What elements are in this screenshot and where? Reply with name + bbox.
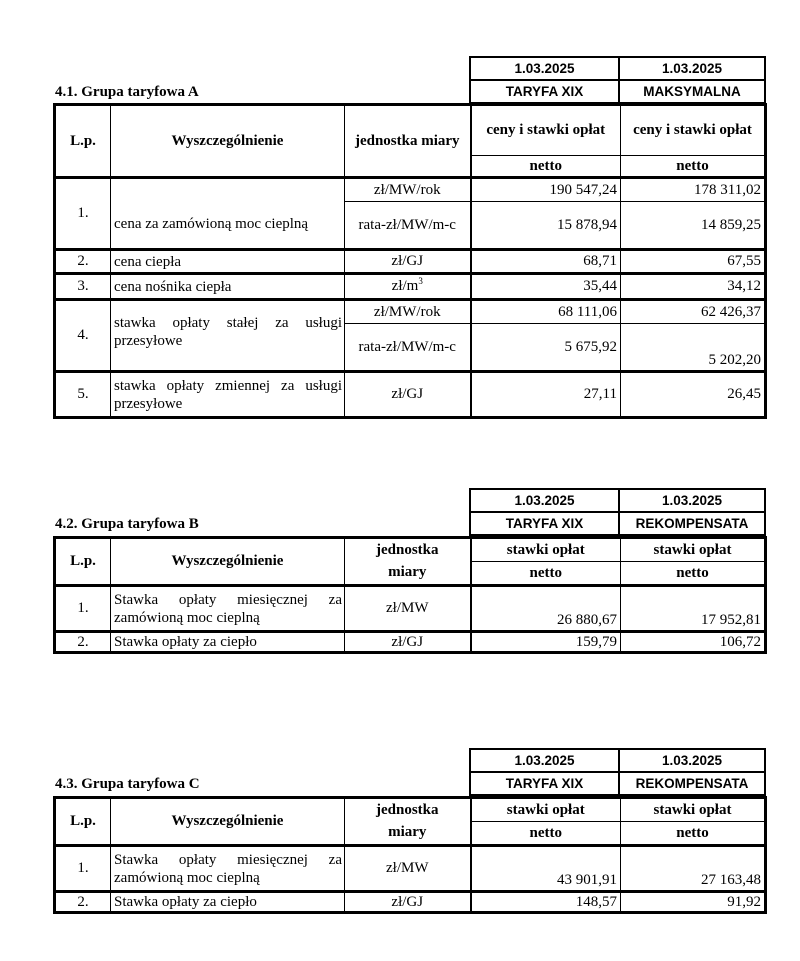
row-lp: 2. <box>55 250 111 274</box>
col-header-unit-2: miary <box>345 562 471 586</box>
col-header-netto-2: netto <box>621 822 766 846</box>
group-a-tariff-name-1: TARYFA XIX <box>470 80 619 103</box>
row-description: Stawka opłaty miesięcznej za zamówioną moc cieplną <box>111 586 345 632</box>
col-header-price-2: stawki opłat <box>621 538 766 562</box>
row-lp: 1. <box>55 846 111 892</box>
col-header-desc: Wyszczególnienie <box>111 798 345 846</box>
group-c-date-1: 1.03.2025 <box>470 749 619 772</box>
row-lp: 5. <box>55 372 111 418</box>
col-header-unit: jednostka miary <box>345 105 471 178</box>
row-value-2: 26,45 <box>621 372 766 418</box>
col-header-lp: L.p. <box>55 105 111 178</box>
col-header-price-2: stawki opłat <box>621 798 766 822</box>
row-value-1: 35,44 <box>471 274 621 300</box>
col-header-netto-1: netto <box>471 822 621 846</box>
group-c-tariff-name-1: TARYFA XIX <box>470 772 619 795</box>
col-header-price-1: stawki opłat <box>471 798 621 822</box>
table-row <box>55 274 766 300</box>
row-value-2: 91,92 <box>621 892 766 913</box>
row-lp: 1. <box>55 178 111 250</box>
row-unit: zł/MW/rok <box>345 178 471 202</box>
unit-base: zł/m <box>391 278 419 294</box>
row-value-1: 43 901,91 <box>471 846 621 892</box>
col-header-lp: L.p. <box>55 538 111 586</box>
group-b-tariff-name-2: REKOMPENSATA <box>619 512 765 535</box>
col-header-desc: Wyszczególnienie <box>111 105 345 178</box>
col-header-netto-2: netto <box>621 156 766 178</box>
group-c-title: 4.3. Grupa taryfowa C <box>55 776 200 792</box>
row-unit: rata-zł/MW/m-c <box>345 324 471 372</box>
group-b-date-1: 1.03.2025 <box>470 489 619 512</box>
unit-exponent: 3 <box>418 276 423 286</box>
row-value-2: 34,12 <box>621 274 766 300</box>
row-value-2: 5 202,20 <box>621 324 766 372</box>
row-value-1: 15 878,94 <box>471 202 621 250</box>
row-value-1: 190 547,24 <box>471 178 621 202</box>
col-header-netto-2: netto <box>621 562 766 586</box>
row-value-1: 5 675,92 <box>471 324 621 372</box>
row-lp: 2. <box>55 892 111 913</box>
table-row <box>55 586 766 632</box>
row-value-1: 26 880,67 <box>471 586 621 632</box>
table-row <box>55 372 766 418</box>
row-description: Stawka opłaty za ciepło <box>111 632 345 653</box>
table-row <box>55 250 766 274</box>
row-value-2: 67,55 <box>621 250 766 274</box>
group-b-header-table <box>469 488 766 536</box>
group-a-date-2: 1.03.2025 <box>619 57 765 80</box>
group-c-header-table <box>469 748 766 796</box>
row-description: stawka opłaty stałej za usługi przesyłowe <box>111 300 345 372</box>
row-unit: rata-zł/MW/m-c <box>345 202 471 250</box>
row-lp: 3. <box>55 274 111 300</box>
row-description: cena nośnika ciepła <box>111 274 345 300</box>
table-row <box>55 300 766 324</box>
row-value-2: 14 859,25 <box>621 202 766 250</box>
row-value-1: 27,11 <box>471 372 621 418</box>
group-a-table <box>53 103 767 419</box>
group-b-tariff-name-1: TARYFA XIX <box>470 512 619 535</box>
group-b-table <box>53 536 767 654</box>
group-b-date-2: 1.03.2025 <box>619 489 765 512</box>
row-description: cena ciepła <box>111 250 345 274</box>
row-value-2: 178 311,02 <box>621 178 766 202</box>
col-header-price-2: ceny i stawki opłat <box>621 105 766 156</box>
col-header-desc: Wyszczególnienie <box>111 538 345 586</box>
col-header-unit: jednostka <box>345 538 471 562</box>
col-header-price-1: ceny i stawki opłat <box>471 105 621 156</box>
row-lp: 4. <box>55 300 111 372</box>
row-unit: zł/MW/rok <box>345 300 471 324</box>
row-description: Stawka opłaty miesięcznej za zamówioną moc cieplną <box>111 846 345 892</box>
row-unit: zł/MW <box>345 846 471 892</box>
row-unit: zł/GJ <box>345 372 471 418</box>
row-unit: zł/GJ <box>345 632 471 653</box>
row-value-2: 106,72 <box>621 632 766 653</box>
table-row <box>55 846 766 892</box>
row-value-2: 17 952,81 <box>621 586 766 632</box>
row-unit: zł/MW <box>345 586 471 632</box>
group-c-table <box>53 796 767 914</box>
group-b-title: 4.2. Grupa taryfowa B <box>55 516 199 532</box>
col-header-unit: jednostka <box>345 798 471 822</box>
group-a-header-table <box>469 56 766 104</box>
row-description: cena za zamówioną moc cieplną <box>111 178 345 250</box>
col-header-unit-2: miary <box>345 822 471 846</box>
group-c-date-2: 1.03.2025 <box>619 749 765 772</box>
row-unit: zł/GJ <box>345 892 471 913</box>
row-lp: 1. <box>55 586 111 632</box>
row-description: stawka opłaty zmiennej za usługi przesyłowe <box>111 372 345 418</box>
row-value-1: 68,71 <box>471 250 621 274</box>
row-value-1: 159,79 <box>471 632 621 653</box>
col-header-price-1: stawki opłat <box>471 538 621 562</box>
table-row <box>55 892 766 913</box>
group-a-tariff-name-2: MAKSYMALNA <box>619 80 765 103</box>
row-value-2: 62 426,37 <box>621 300 766 324</box>
group-a-date-1: 1.03.2025 <box>470 57 619 80</box>
row-unit: zł/GJ <box>345 250 471 274</box>
table-row <box>55 632 766 653</box>
table-row <box>55 178 766 202</box>
col-header-lp: L.p. <box>55 798 111 846</box>
row-value-1: 148,57 <box>471 892 621 913</box>
row-lp: 2. <box>55 632 111 653</box>
group-a-title: 4.1. Grupa taryfowa A <box>55 84 199 100</box>
group-c-tariff-name-2: REKOMPENSATA <box>619 772 765 795</box>
row-value-1: 68 111,06 <box>471 300 621 324</box>
col-header-netto-1: netto <box>471 156 621 178</box>
row-unit <box>345 274 471 300</box>
row-description: Stawka opłaty za ciepło <box>111 892 345 913</box>
row-value-2: 27 163,48 <box>621 846 766 892</box>
col-header-netto-1: netto <box>471 562 621 586</box>
